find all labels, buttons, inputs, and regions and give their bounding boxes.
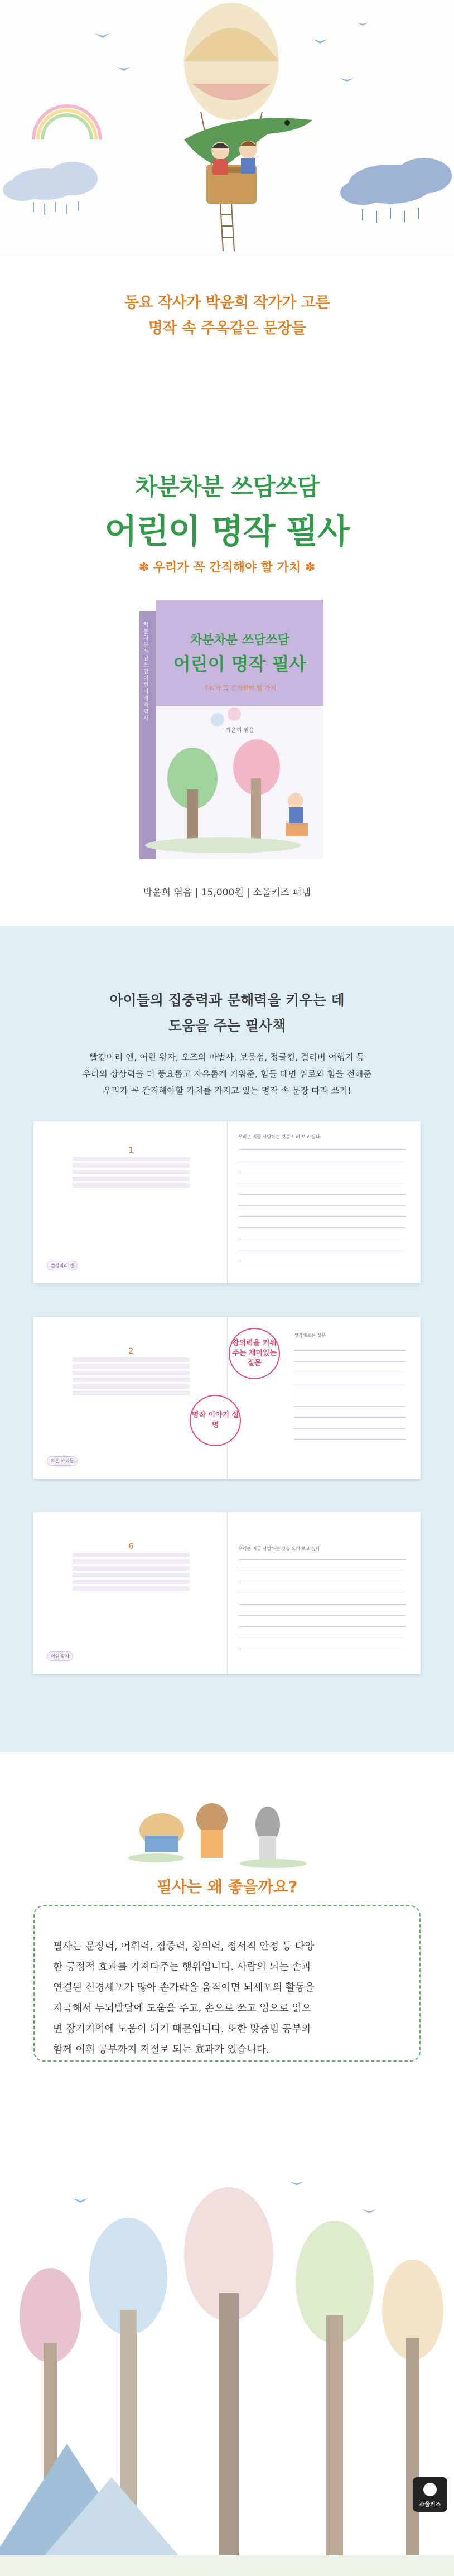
intro-title-line2: 도움을 주는 필사책: [168, 1018, 286, 1034]
spread-number: 1: [128, 1146, 134, 1155]
logo-text: 소울키즈: [419, 2502, 441, 2508]
why-text: [53, 1936, 401, 2060]
spread-number: 6: [128, 1542, 134, 1551]
rain-left: [33, 201, 78, 215]
title-slogan: [0, 558, 454, 575]
intro-desc-line1: 빨강머리 앤, 어린 왕자, 오즈의 마법사, 보물섬, 정글킹, 걸리버 여행기 등: [89, 1052, 365, 1062]
footer-illustration: [0, 2131, 454, 2576]
spread-label: 어린 왕자: [47, 1651, 73, 1661]
sample-spread-3: [33, 1512, 421, 1674]
balloon-illustration: [0, 0, 454, 257]
spread-text: [73, 1543, 190, 1593]
spread-header: 우리는 지금 사랑하는 것을 오래 보고 싶다: [238, 1134, 320, 1139]
animals-illustration: [123, 1769, 335, 1869]
spread-left-page: [33, 1512, 227, 1674]
book-spine-text: 차분차분 쓰담쓰담 어린이 명작 필사: [143, 622, 149, 722]
tagline: [0, 290, 454, 341]
spread-left-page: [33, 1121, 227, 1283]
title-main: 어린이 명작 필사: [104, 512, 350, 551]
title-sub: 차분차분 쓰담쓰담: [134, 473, 320, 500]
spread-label: 작은 아씨들: [47, 1456, 78, 1466]
spread-right-page: [227, 1512, 421, 1674]
star-icon: ✽: [138, 561, 153, 575]
spread-label: 빨강머리 앤: [47, 1261, 78, 1270]
book-cover-slogan: 우리가 꼭 간직해야 할 가치: [203, 685, 277, 692]
animals: [128, 1803, 307, 1868]
tagline-line2: 명작 속 주옥같은 문장들: [148, 320, 306, 337]
tree-3: [184, 2187, 273, 2555]
intro-desc-line3: 우리가 꼭 간직해야할 가치를 가지고 있는 명작 속 문장 따라 쓰기!: [103, 1086, 351, 1096]
intro-title-line1: 아이들의 집중력과 문해력을 키우는 데: [109, 992, 345, 1008]
rain-right: [363, 208, 418, 223]
hot-air-balloon: [184, 3, 279, 204]
star-icon: ✽: [305, 561, 316, 575]
badge-story-explanation: 명작 이야기 설명: [190, 1395, 241, 1446]
rainbow: [33, 106, 100, 139]
cloud-left: [3, 162, 98, 201]
title-slogan-text: 우리가 꼭 간직해야 할 가치: [153, 561, 301, 575]
intro-title: [0, 988, 454, 1039]
intro-description: [0, 1049, 454, 1099]
book-cover-main: 어린이 명작 필사: [173, 653, 307, 675]
mountain: [0, 2444, 178, 2555]
why-line6: 함께 어휘 공부까지 저절로 되는 효과가 있습니다.: [53, 2044, 269, 2055]
spread-text: [73, 1347, 190, 1398]
book-cover-sub: 차분차분 쓰담쓰담: [190, 633, 289, 647]
spread-text: [73, 1147, 190, 1190]
book-cover-author: 박윤희 엮음: [225, 728, 254, 734]
spread-number: 2: [128, 1347, 134, 1356]
cloud-right: [340, 158, 452, 205]
spread-header: 우리는 지금 사랑하는 것을 오래 보고 싶다: [238, 1546, 320, 1551]
hero-illustration: [0, 0, 454, 257]
why-line4: 자극해서 두뇌발달에 도움을 주고, 손으로 쓰고 입으로 읽으: [53, 2002, 312, 2014]
why-line2: 한 긍정적 효과를 가져다주는 행위입니다. 사람의 뇌는 손과: [53, 1961, 312, 1973]
publisher-logo: [413, 2477, 447, 2512]
why-line1: 필사는 문장력, 어휘력, 집중력, 창의력, 정서적 안정 등 다양: [53, 1941, 315, 1952]
publication-info: 박윤희 엮음 | 15,000원 | 소울키즈 펴냄: [143, 887, 311, 898]
why-title-text: 필사는 왜 좋을까요?: [148, 1877, 306, 1896]
tree-4: [296, 2221, 374, 2555]
forest-illustration: [0, 2131, 454, 2576]
rope-ladder: [220, 204, 234, 251]
book-cover: [139, 600, 323, 859]
sample-spread-1: [33, 1121, 421, 1283]
sample-spread-2: [33, 1317, 421, 1479]
intro-desc-line2: 우리의 상상력을 더 풍요롭고 자유롭게 키워준, 힘들 때면 위로와 힘을 전해준: [82, 1069, 372, 1079]
spread-right-page: [227, 1121, 421, 1283]
why-line3: 연결된 신경세포가 많아 손가락을 움직이면 뇌세포의 활동을: [53, 1982, 315, 1994]
tagline-line1: 동요 작사가 박윤희 작가가 고른: [124, 294, 330, 311]
why-title: [0, 1875, 454, 1897]
spread-header: 생각해보는 질문: [294, 1333, 326, 1338]
spread-left-page: [33, 1317, 227, 1479]
why-line5: 면 장기기억에 도움이 되기 때문입니다. 또한 맞춤법 공부와: [53, 2023, 312, 2035]
badge-creative-question: 창의력을 키워주는 재미있는 질문: [229, 1328, 280, 1379]
